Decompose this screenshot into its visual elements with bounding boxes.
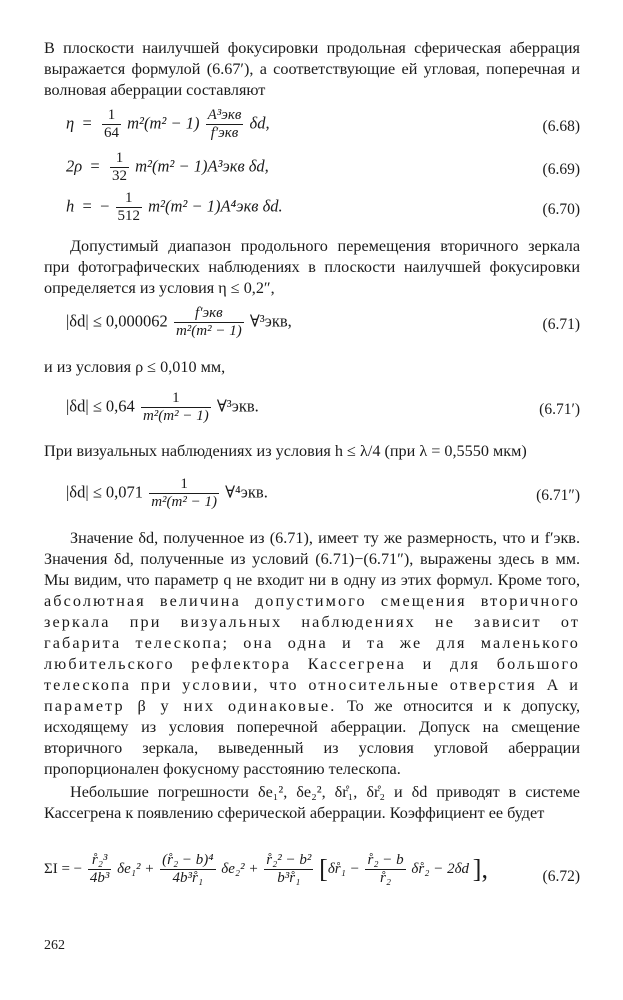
equation-number: (6.71) xyxy=(542,316,580,333)
equation-number: (6.70) xyxy=(542,201,580,218)
eq-part: δr̊₂ − 2δd xyxy=(411,860,470,877)
eq-part: δe₁² + xyxy=(117,860,155,877)
eq-lhs: |δd| ≤ 0,000062 xyxy=(66,311,168,331)
visual-condition: При визуальных наблюдениях из условия h ≤ λ/4 (при λ = 0,5550 мкм) xyxy=(44,442,527,460)
fraction: $\frac{1}{64}$ xyxy=(104,107,119,141)
fraction: $\frac{1}{512}$ xyxy=(117,190,140,224)
fraction: $\frac{\text{A³экв}}{\text{f′экв}}$ xyxy=(207,107,242,141)
eq-tail: ], xyxy=(472,854,488,884)
fraction: $\frac{\text{r̊₂³}}{\text{4b³}}$ xyxy=(89,852,110,886)
value-text-emphasized: абсолютная величина допустимого смещения вторичного зеркала при визуальных наблюдениях не зависит от габарита телескопа; она одна и та же для маленького любительского рефлектора Кассегрена и для большого телескопа при условии, что относительные отверстия A и параметр β у них одинаковые. xyxy=(44,592,580,715)
eq-tail: m²(m² − 1)A⁴экв δd. xyxy=(148,196,283,216)
value-text-2: То же относится и к допуску, исходящему из условия поперечной аберрации. Допуск на смещение вторичного зеркала, выведенный из условия угловой аберрации пропорционален фокусному расстоянию телескопа. xyxy=(44,697,580,778)
equation-number: (6.71′) xyxy=(539,401,580,418)
fraction: $\frac{1}{\text{m²(m² − 1)}}$ xyxy=(151,476,217,510)
equation-6-71-prime xyxy=(44,390,580,430)
equation-number: (6.69) xyxy=(542,161,580,178)
eq-part: δe₂² + xyxy=(221,860,259,877)
eq-tail: ∀³экв, xyxy=(249,311,292,331)
intro-paragraph: В плоскости наилучшей фокусировки продольная сферическая аберрация выражается формулой (6.67′), а соответствующие ей угловая, поперечная и волновая аберрации составляют xyxy=(44,39,580,99)
page-number: 262 xyxy=(44,938,65,953)
eq-lhs: ΣI = − xyxy=(44,860,83,877)
equation-number: (6.71″) xyxy=(536,487,580,504)
eq-sign: − xyxy=(100,196,110,216)
eq-part: δr̊₁ − xyxy=(327,860,360,877)
eq-tail: ∀⁴экв. xyxy=(225,482,268,502)
equation-6-70: h = − $\frac{1}{512}$ m²(m² − 1)A⁴экв δd. (6.70) xyxy=(66,190,580,224)
rho-condition: и из условия ρ ≤ 0,010 мм, xyxy=(44,358,226,376)
equation-6-68: η = $\frac{1}{64}$ m²(m² − 1) $\frac{\text{A³экв}}{\text{f′экв}}$ δd, (6.68) xyxy=(66,107,580,141)
eq-lhs: h xyxy=(66,196,75,216)
equation-6-71-double-prime xyxy=(44,476,580,516)
errors-paragraph: Небольшие погрешности δe₁², δe₂², δr̊₁, δr̊₂ и δd приводят в системе Кассегрена к появлению сферической аберрации. Коэффициент ее будет xyxy=(44,783,580,822)
fraction: $\frac{1}{\text{m²(m² − 1)}}$ xyxy=(142,390,209,424)
fraction: $\frac{\text{r̊₂ − b}}{\text{r̊₂}}$ xyxy=(367,852,404,886)
fraction: $\frac{\text{r̊₂² − b²}}{\text{b³r̊₁}}$ xyxy=(266,852,312,886)
eq-term: m²(m² − 1) xyxy=(127,113,200,133)
value-paragraph xyxy=(44,528,580,780)
eq-tail: δd, xyxy=(249,113,270,133)
equation-6-69: 2ρ = $\frac{1}{32}$ m²(m² − 1)A³экв δd, (6.69) xyxy=(66,150,580,184)
equation-number: (6.68) xyxy=(542,118,580,135)
fraction: $\frac{1}{32}$ xyxy=(111,150,127,184)
eq-lhs: |δd| ≤ 0,071 xyxy=(66,482,144,502)
range-paragraph: Допустимый диапазон продольного перемещения вторичного зеркала при фотографических наблюдениях в плоскости наилучшей фокусировки определяется из условия η ≤ 0,2″, xyxy=(44,237,580,297)
equation-6-71 xyxy=(44,305,580,345)
eq-lhs: η xyxy=(66,113,75,133)
equation-6-72: ΣI = − $\frac{\text{r̊₂³}}{\text{4b³}}$ δe₁² + $\frac{\text{(r̊₂ − b)⁴}}{\text{4b³r̊₁}}$ δe₂² + $\frac{\text{r̊₂² − b²}}{\text{b³r̊₁}}$ [δr̊₁ − $\frac{\text{r̊₂ − b}}{\text{r̊₂}}$ δr̊₂ − 2δd ], (6.72) xyxy=(44,852,580,886)
value-text-1: Значение δd, полученное из (6.71), имеет ту же размерность, что и f′экв. Значения δd, полученные из условий (6.71)−(6.71″), выражены здесь в мм. Мы видим, что параметр q не входит ни в одну из этих формул. Кроме того, xyxy=(44,529,580,589)
equation-number: (6.72) xyxy=(542,868,580,885)
eq-tail: ∀³экв. xyxy=(216,396,259,416)
eq-tail: m²(m² − 1)A³экв δd, xyxy=(135,156,269,176)
fraction: $\frac{\text{f′экв}}{\text{m²(m² − 1)}}$ xyxy=(175,305,242,339)
eq-lhs: |δd| ≤ 0,64 xyxy=(66,396,135,416)
fraction: $\frac{\text{(r̊₂ − b)⁴}}{\text{4b³r̊₁}}$ xyxy=(162,852,214,886)
eq-lhs: 2ρ xyxy=(66,156,83,176)
